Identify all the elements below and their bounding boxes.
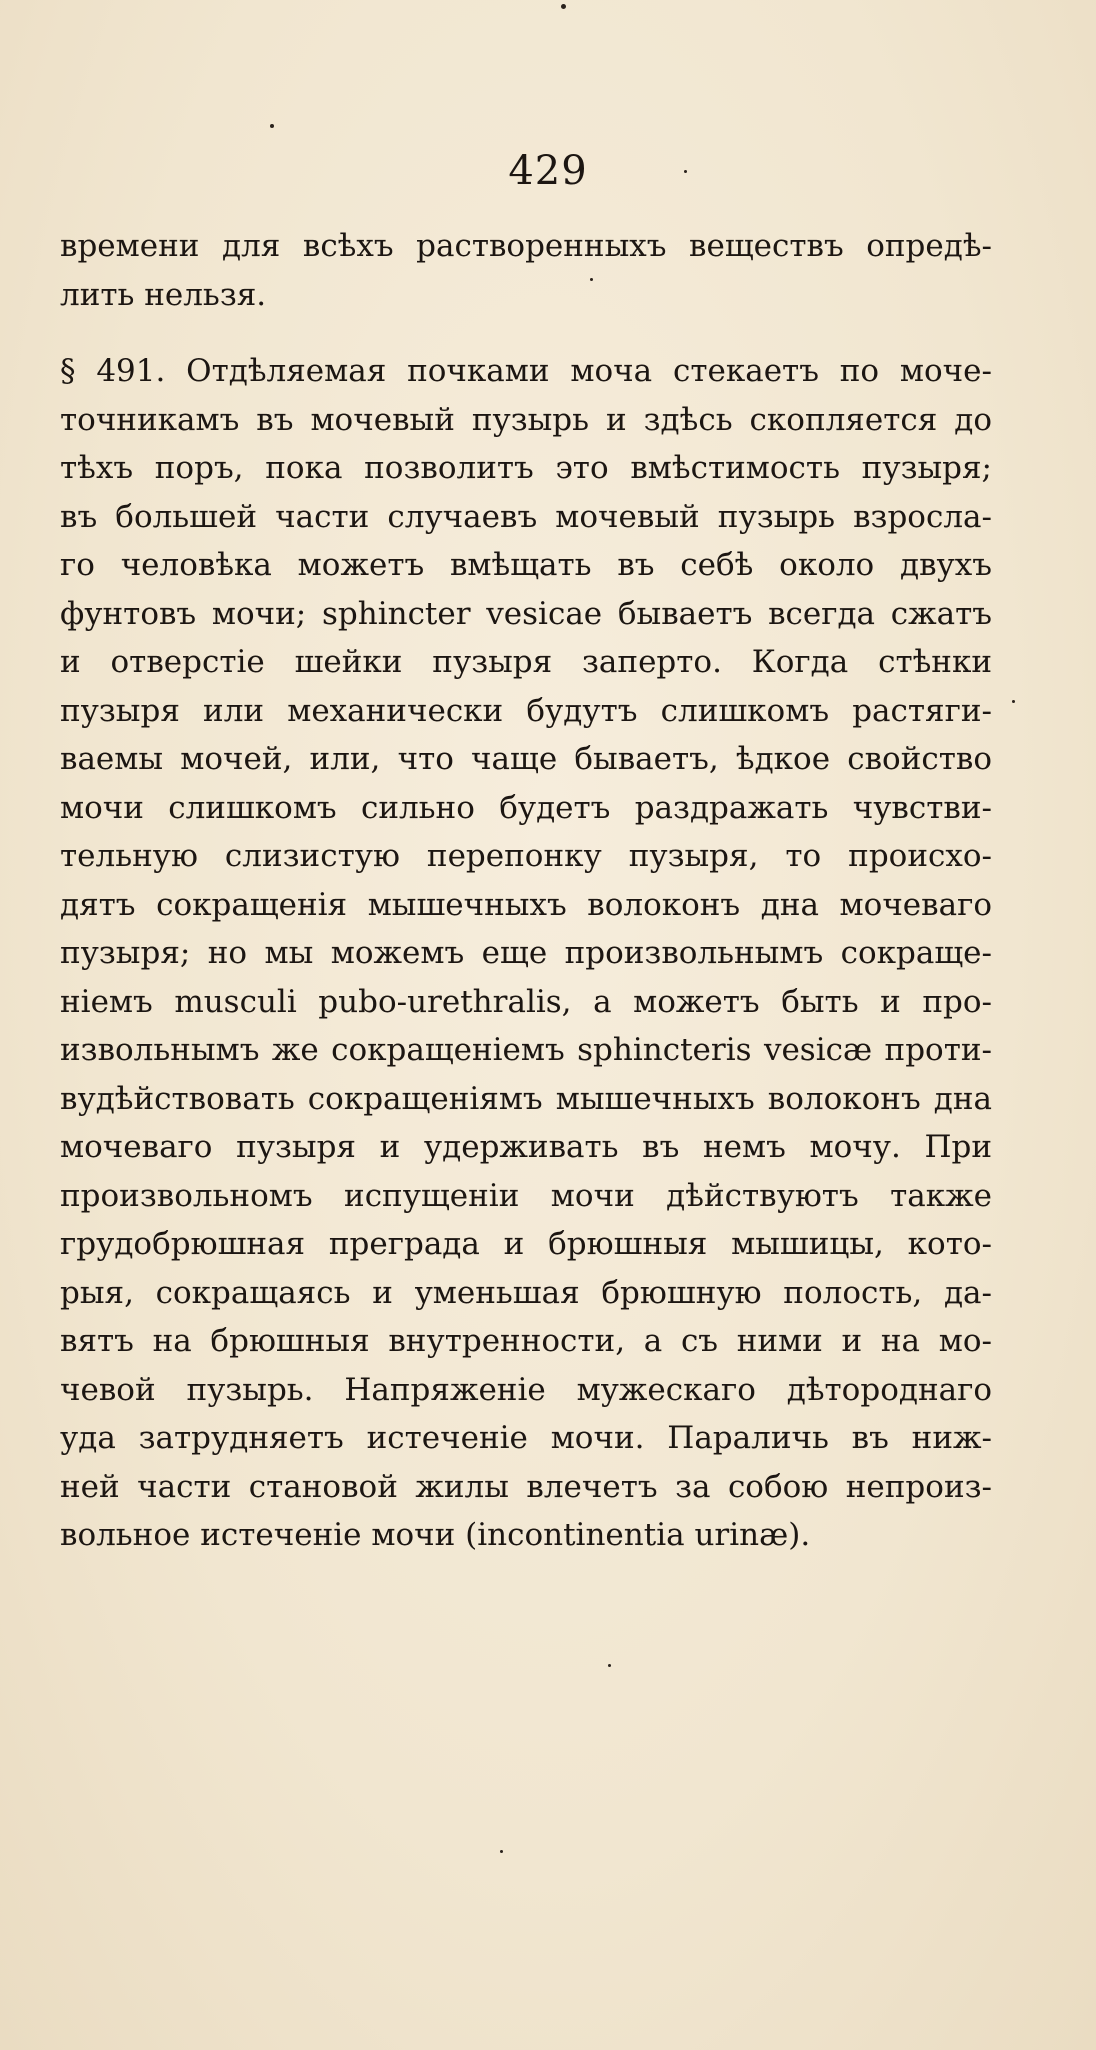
text-line: лить нельзя. — [60, 276, 267, 313]
text-line: тѣхъ поръ, пока позволитъ это вмѣстимость пузыря; — [60, 450, 992, 486]
text-line: произвольномъ испущеніи мочи дѣйствуютъ также — [60, 1177, 992, 1214]
text-line: мочеваго пузыря и удерживать въ немъ мочу. При — [60, 1129, 992, 1165]
paragraph-2 — [60, 347, 992, 1560]
text-line: вольное истеченіе мочи (incontinentia urinæ). — [60, 1517, 811, 1553]
ink-speck — [270, 124, 274, 128]
ink-speck — [684, 170, 687, 173]
text-line: рыя, сокращаясь и уменьшая брюшную полость, да- — [60, 1274, 992, 1311]
text-line: пузыря или механически будутъ слишкомъ растяги- — [60, 692, 992, 729]
text-line: пузыря; но мы можемъ еще произвольнымъ сокраще- — [60, 935, 992, 971]
text-line: вудѣйствовать сокращеніямъ мышечныхъ волоконъ дна — [60, 1080, 992, 1117]
text-line: § 491. Отдѣляемая почками моча стекаетъ по моче- — [60, 353, 992, 389]
ink-speck — [590, 278, 593, 281]
text-line: грудобрюшная преграда и брюшныя мышицы, кото- — [60, 1226, 992, 1262]
text-line: уда затрудняетъ истеченіе мочи. Параличь въ ниж- — [60, 1420, 992, 1456]
text-line: чевой пузырь. Напряженіе мужескаго дѣтороднаго — [60, 1371, 992, 1408]
text-line: времени для всѣхъ растворенныхъ веществъ опредѣ- — [60, 228, 992, 264]
page-number: 429 — [508, 148, 588, 194]
paragraph-1 — [60, 222, 992, 319]
ink-speck — [561, 4, 566, 9]
ink-speck — [500, 1850, 503, 1853]
text-line: дятъ сокращенія мышечныхъ волоконъ дна мочеваго — [60, 886, 992, 923]
text-line: извольнымъ же сокращеніемъ sphincteris vesicæ проти- — [60, 1032, 992, 1068]
body-text — [60, 222, 992, 1560]
text-line: и отверстіе шейки пузыря заперто. Когда стѣнки — [60, 644, 992, 680]
text-line: въ большей части случаевъ мочевый пузырь взросла- — [60, 498, 992, 535]
text-line: вятъ на брюшныя внутренности, а съ ними и на мо- — [60, 1323, 992, 1359]
text-line: ваемы мочей, или, что чаще бываетъ, ѣдкое свойство — [60, 741, 992, 777]
text-line: фунтовъ мочи; sphincter vesicae бываетъ всегда сжатъ — [60, 595, 992, 632]
text-line: тельную слизистую перепонку пузыря, то происхо- — [60, 838, 992, 874]
text-line: точникамъ въ мочевый пузырь и здѣсь скопляется до — [60, 401, 992, 438]
text-line: ніемъ musculi pubo-urethralis, а можетъ быть и про- — [60, 983, 992, 1020]
text-line: ней части становой жилы влечетъ за собою непроиз- — [60, 1468, 992, 1505]
ink-speck — [608, 1664, 611, 1667]
text-line: мочи слишкомъ сильно будетъ раздражать чувстви- — [60, 789, 992, 826]
text-line: го человѣка можетъ вмѣщать въ себѣ около двухъ — [60, 547, 992, 583]
ink-speck — [1012, 700, 1015, 703]
